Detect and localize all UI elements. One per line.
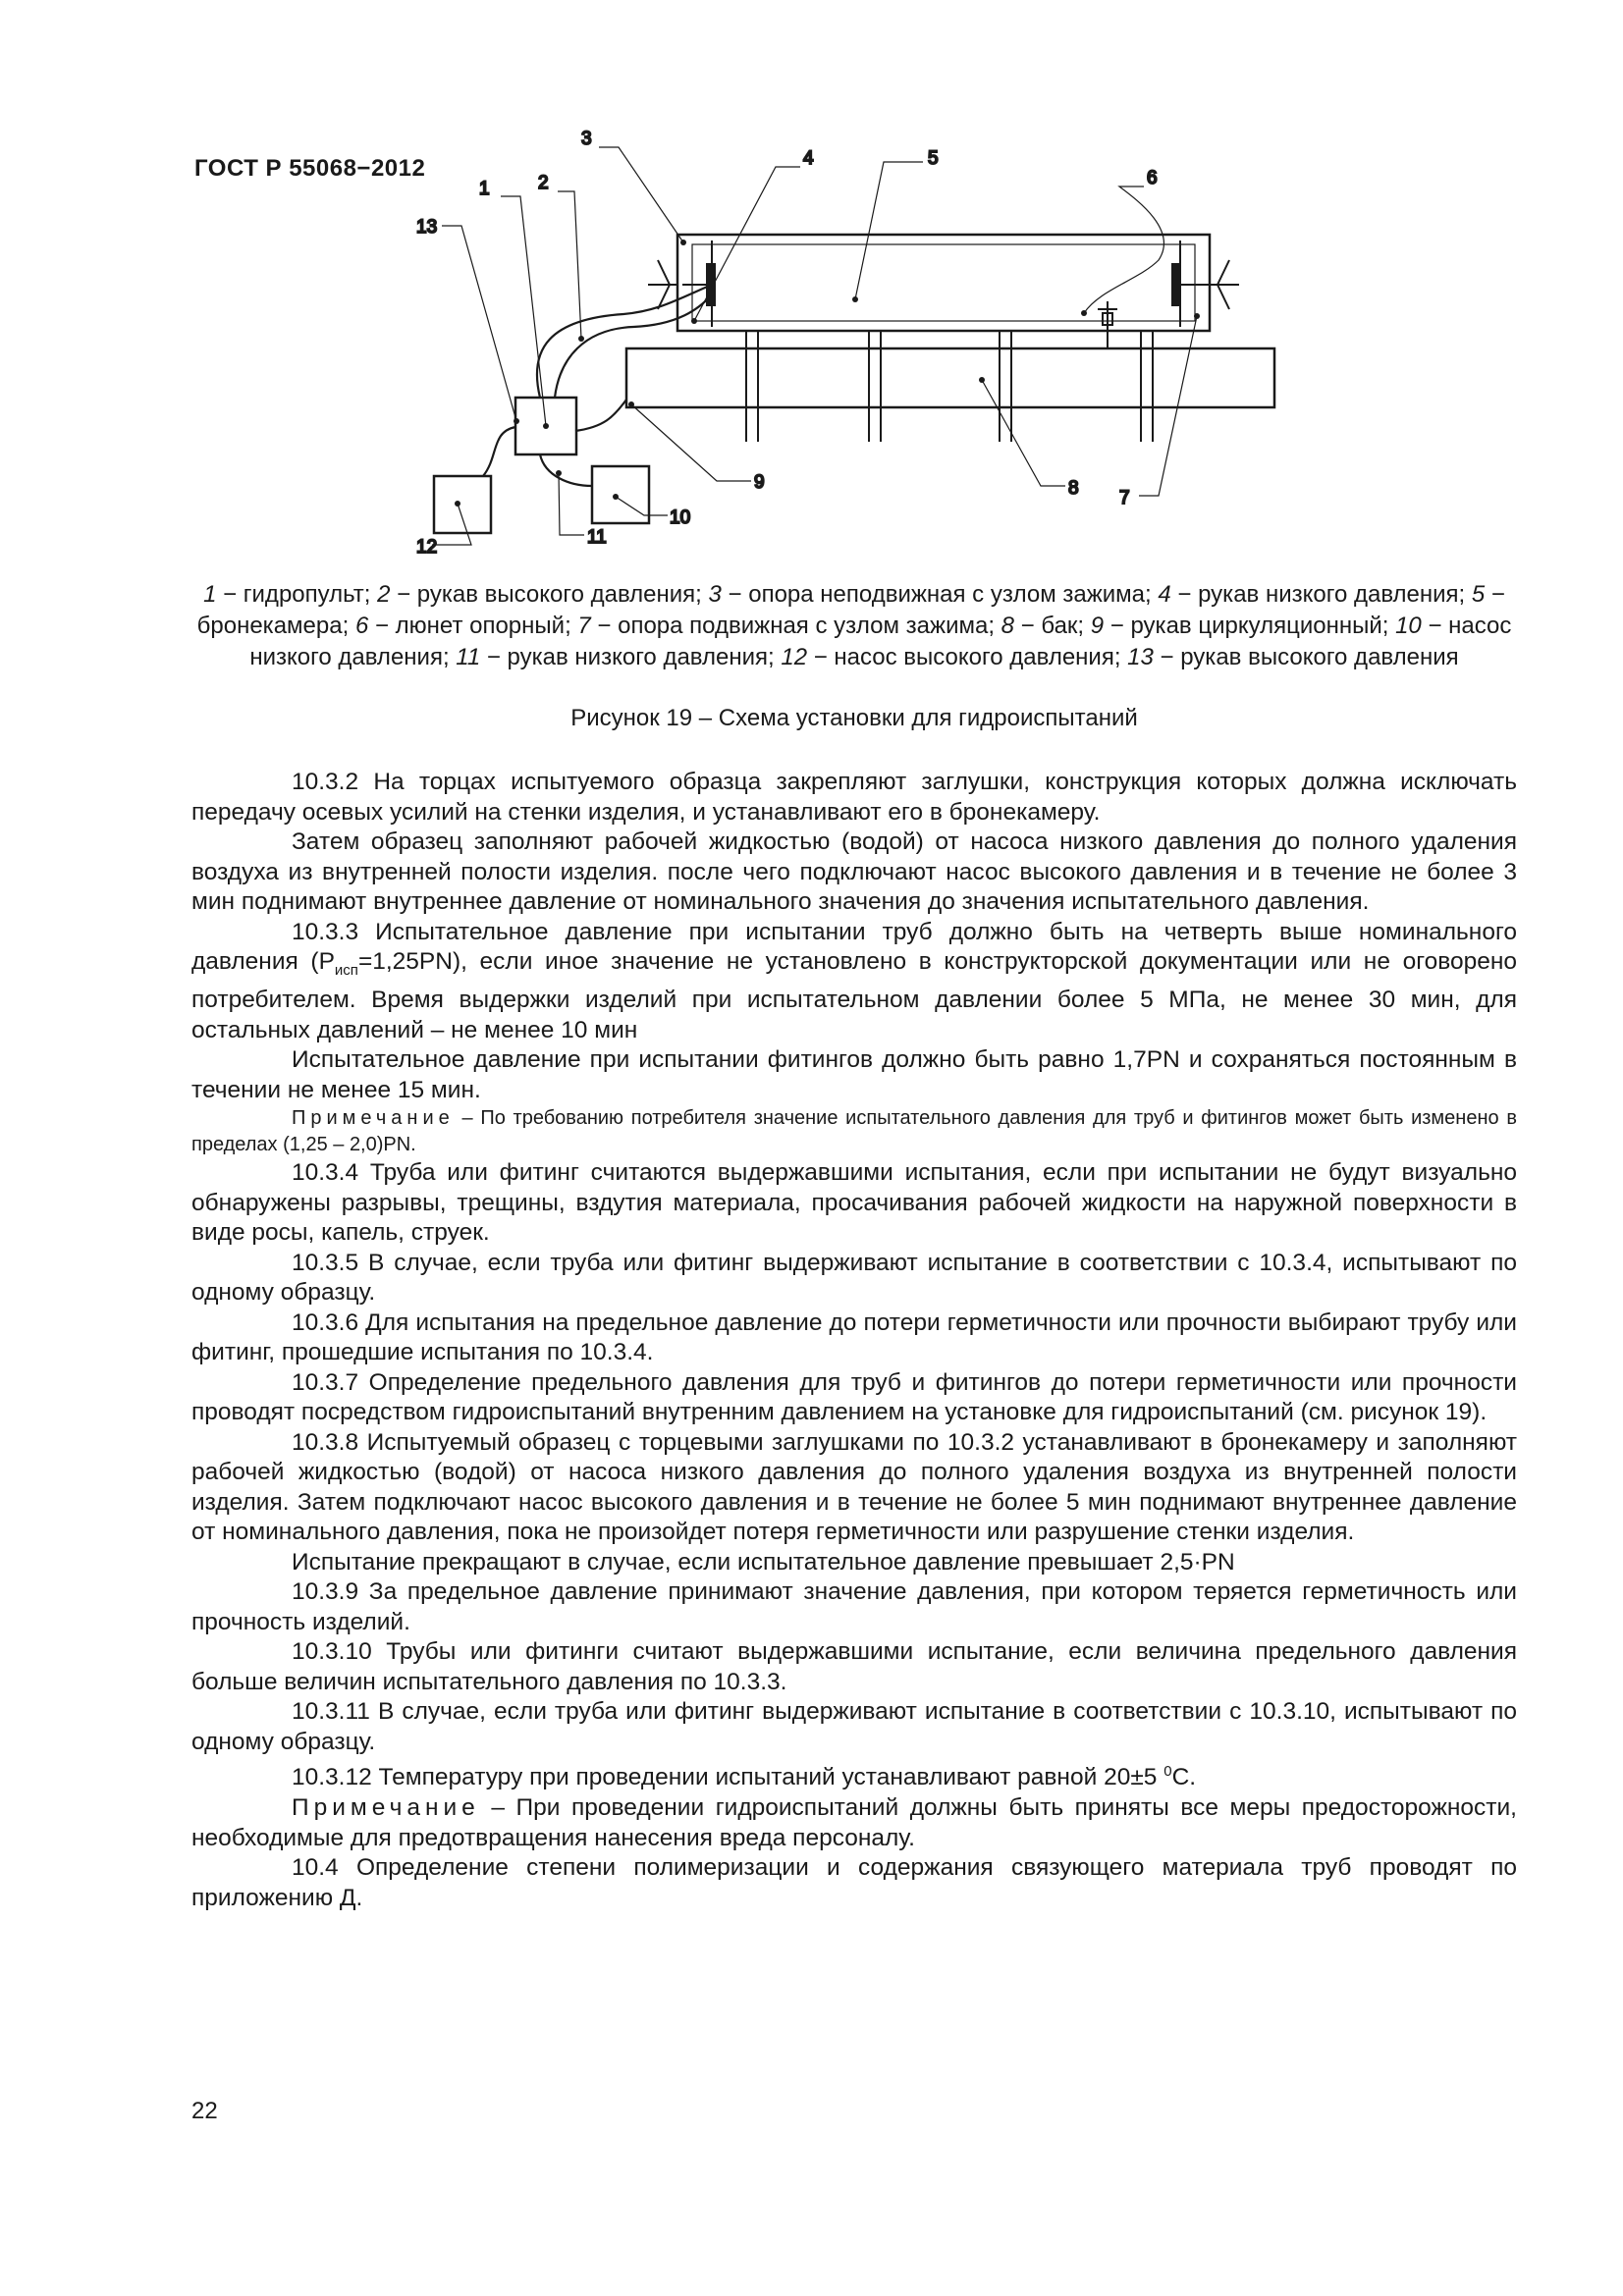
legend-item: 4 − рукав низкого давления;	[1158, 581, 1472, 608]
movable-support-clamp	[1172, 260, 1239, 309]
callout-7: 7	[1119, 488, 1130, 508]
low-pressure-pump	[592, 466, 649, 523]
paragraph-10-3-4: 10.3.4 Труба или фитинг считаются выдержавшими испытания, если при испытании не будут визуально обнаружены разрывы, трещины, вздутия материала, просачивания рабочей жидкости на наружной поверхности в виде росы, капель, струек.	[191, 1159, 1517, 1247]
legend-item: 11 − рукав низкого давления;	[456, 644, 782, 670]
legend-item: 6 − люнет опорный;	[354, 613, 578, 639]
legend-item: 9 − рукав циркуляционный;	[1090, 613, 1396, 639]
callout-8: 8	[1068, 478, 1079, 499]
callout-11: 11	[587, 527, 607, 548]
legend-item: 8 − бак;	[1001, 613, 1091, 639]
support-lunette	[1098, 301, 1117, 348]
paragraph-10-3-5: 10.3.5 В случае, если труба или фитинг выдерживают испытание в соответствии с 10.3.4, испытывают по одному образцу.	[191, 1249, 1517, 1307]
callout-10: 10	[670, 507, 691, 528]
paragraph-10-3-12: 10.3.12 Температуру при проведении испытаний устанавливают равной 20±5 $^0$С.	[292, 1763, 1197, 1791]
callout-3: 3	[581, 129, 592, 149]
legend-item: 10 − насос низкого давления;	[249, 613, 1512, 670]
hydrotest-setup-diagram	[412, 129, 1276, 564]
legend-item: 7 − опора подвижная с узлом зажима;	[577, 613, 1001, 639]
paragraph-10-3-9: 10.3.9 За предельное давление принимают значение давления, при котором теряется герметичность или прочность изделий.	[191, 1578, 1517, 1635]
legend-item: 13 − рукав высокого давления	[1127, 644, 1459, 670]
legend-item: 2 − рукав высокого давления;	[377, 581, 709, 608]
note: Примечание – По требованию потребителя значение испытательного давления для труб и фитингов может быть изменено в пределах (1,25 – 2,0)PN.	[191, 1107, 1517, 1156]
paragraph-10-3-6: 10.3.6 Для испытания на предельное давление до потери герметичности или прочности выбирают трубу или фитинг, прошедшие испытания по 10.3.4.	[191, 1308, 1517, 1366]
paragraph-10-3-10: 10.3.10 Трубы или фитинги считают выдержавшими испытание, если величина предельного давления больше величин испытательного давления по 10.3.3.	[191, 1638, 1517, 1695]
paragraph: Затем образец заполняют рабочей жидкостью (водой) от насоса низкого давления до полного удаления воздуха из внутренней полости изделия. после чего подключают насос высокого давления и в течение не более 3 мин поднимают внутреннее давление от номинального значения до значения испытательного давления.	[191, 828, 1517, 915]
paragraph-10-3-2: 10.3.2 На торцах испытуемого образца закрепляют заглушки, конструкция которых должна исключать передачу осевых усилий на стенки изделия, и устанавливают его в бронекамеру.	[191, 769, 1517, 826]
callout-5: 5	[928, 148, 939, 169]
callout-6: 6	[1147, 168, 1158, 188]
paragraph: Испытательное давление при испытании фитингов должно быть равно 1,7PN и сохраняться постоянным в течении не менее 15 мин.	[191, 1046, 1517, 1103]
paragraph-10-3-7: 10.3.7 Определение предельного давления для труб и фитингов до потери герметичности или прочности проводят посредством гидроиспытаний внутренним давлением на установке для гидроиспытаний (см. рисунок 19).	[191, 1368, 1517, 1426]
legend-item: 3 − опора неподвижная с узлом зажима;	[708, 581, 1159, 608]
callout-4: 4	[803, 148, 814, 169]
paragraph-10-3-8: 10.3.8 Испытуемый образец с торцевыми заглушками по 10.3.2 устанавливают в бронекамеру и заполняют рабочей жидкостью (водой) от насоса низкого давления до полного удаления воздуха из внутренней полости изделия. Затем подключают насос высокого давления и в течение не более 5 мин поднимают внутреннее давление от номинального давления, пока не произойдет потеря герметичности или разрушение стенки изделия.	[191, 1428, 1517, 1546]
paragraph-10-3-11: 10.3.11 В случае, если труба или фитинг выдерживают испытание в соответствии с 10.3.10, испытывают по одному образцу.	[191, 1698, 1517, 1755]
body-text	[191, 768, 1517, 1913]
callout-12: 12	[416, 537, 438, 558]
page-number: 22	[191, 2098, 218, 2124]
callout-9: 9	[754, 472, 765, 493]
callout-1: 1	[479, 179, 490, 199]
paragraph-10-3-3: 10.3.3 Испытательное давление при испытании труб должно быть на четверть выше номинального давления $(P_{исп}=1,25PN)$, если иное значение не установлено в конструкторской документации или не оговорено потребителем. Время выдержки изделий при испытательном давлении более 5 МПа, не менее 30 мин, для остальных давлений – не менее 10 мин	[191, 918, 1517, 1043]
paragraph-10-4: 10.4 Определение степени полимеризации и содержания связующего материала труб проводят по приложению Д.	[191, 1854, 1517, 1911]
armored-chamber	[677, 235, 1210, 331]
note: Примечание – При проведении гидроиспытаний должны быть приняты все меры предосторожности, необходимые для предотвращения нанесения вреда персоналу.	[191, 1794, 1517, 1851]
callout-13: 13	[416, 217, 438, 238]
document-header: ГОСТ Р 55068−2012	[194, 155, 426, 182]
callout-2: 2	[538, 173, 549, 193]
high-pressure-pump	[434, 476, 491, 533]
tank	[626, 348, 1274, 407]
figure-legend	[191, 579, 1517, 673]
legend-item: 5 − бронекамера;	[196, 581, 1505, 639]
paragraph: Испытание прекращают в случае, если испытательное давление превышает 2,5·PN	[292, 1548, 1235, 1575]
legend-item: 12 − насос высокого давления;	[781, 644, 1128, 670]
figure-caption: Рисунок 19 – Схема установки для гидроиспытаний	[570, 705, 1138, 731]
legend-item: 1 − гидропульт;	[203, 581, 378, 608]
